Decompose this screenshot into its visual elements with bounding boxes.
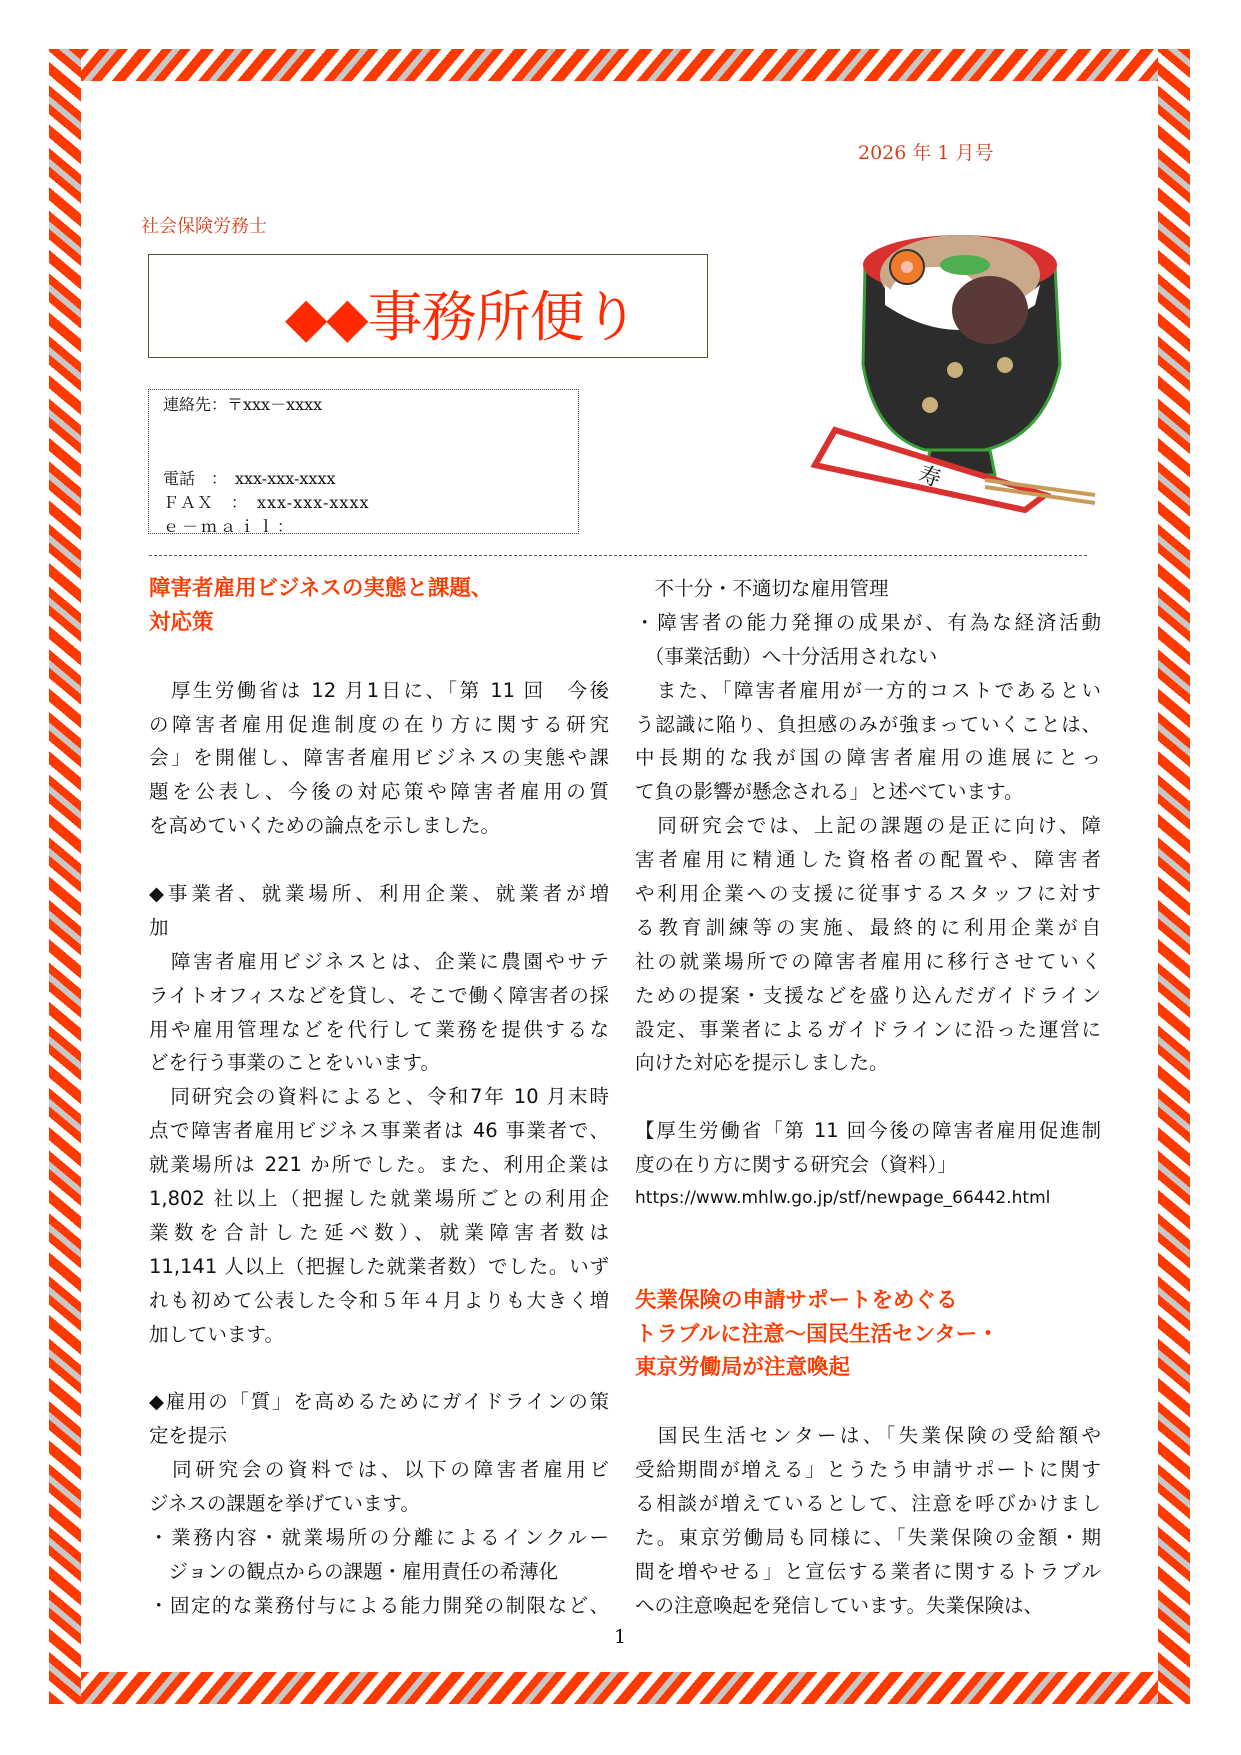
section-heading-line: トラブルに注意～国民生活センター・ <box>635 1321 999 1347</box>
page-number: 1 <box>614 1626 627 1648</box>
body-text-line: また、「障害者雇用が一方的コストであるとい <box>635 678 1101 702</box>
title-box <box>148 254 708 358</box>
body-text-line: 同研究会の資料では、以下の障害者雇用ビ <box>149 1458 609 1482</box>
decorative-border-left <box>49 49 81 1704</box>
body-text-line: や利用企業への支援に従事するスタッフに対す <box>635 882 1101 906</box>
body-text-line: 間を増やせる」と宣伝する業者に関するトラブル <box>635 1559 1101 1583</box>
body-text-line: 加 <box>149 915 169 939</box>
blank-line <box>635 1216 1101 1250</box>
body-text-line: ◆事業者、就業場所、利用企業、就業者が増 <box>149 882 609 906</box>
blank-line <box>149 1351 609 1385</box>
contact-fax: ＦＡＸ ： xxx-xxx-xxxx <box>163 493 370 512</box>
body-text-line: ライトオフィスなどを貸し、そこで働く障害者の採 <box>149 983 609 1007</box>
body-text-line: う認識に陥り、負担感のみが強まっていくことは、 <box>635 712 1101 736</box>
organization-label: 社会保険労務士 <box>141 216 267 237</box>
section-heading-line: 障害者雇用ビジネスの実態と課題、 <box>149 576 493 601</box>
body-text-line: 題を公表し、今後の対応策や障害者雇用の質 <box>149 780 609 804</box>
left-column <box>149 572 609 1623</box>
body-text-line: 同研究会の資料によると、令和7年 10 月末時 <box>149 1085 609 1109</box>
blank-line <box>149 843 609 877</box>
body-text-line: 定を提示 <box>149 1424 228 1448</box>
body-text-line: 国民生活センターは、「失業保険の受給額や <box>635 1424 1101 1448</box>
body-text-line: への注意喚起を発信しています。失業保険は、 <box>635 1593 1043 1617</box>
body-text-line: 障害者雇用ビジネスとは、企業に農園やサテ <box>149 949 609 973</box>
body-text-line: ・業務内容・就業場所の分離によるインクルー <box>149 1525 609 1549</box>
body-text-line: 社の就業場所での障害者雇用に移行させていく <box>635 949 1101 973</box>
decorative-border-top <box>49 49 1190 81</box>
issue-date: 2026 年 1 月号 <box>858 142 994 164</box>
body-text-line: （事業活動）へ十分活用されない <box>635 644 938 668</box>
body-text-line: 受給期間が増える」とうたう申請サポートに関す <box>635 1458 1101 1482</box>
body-text-line: 就業場所は 221 か所でした。また、利用企業は <box>149 1153 609 1177</box>
body-text-line: 加しています。 <box>149 1322 284 1346</box>
body-text-line: 厚生労働省は 12 月1日に、「第 11 回 今後 <box>149 678 609 702</box>
body-text-line: を高めていくための論点を示しました。 <box>149 814 501 838</box>
body-text-line: 業数を合計した延べ数）、就業障害者数は <box>149 1220 609 1244</box>
body-text-line: 害者雇用に精通した資格者の配置や、障害者 <box>635 848 1101 872</box>
blank-line <box>635 1385 1101 1419</box>
body-text-line: 11,141 人以上（把握した就業者数）でした。いず <box>149 1254 609 1278</box>
body-text-line: 設定、事業者によるガイドラインに沿った運営に <box>635 1017 1101 1041</box>
decorative-border-right <box>1158 49 1190 1704</box>
right-column <box>635 572 1101 1623</box>
body-text-line: る相談が増えているとして、注意を呼びかけまし <box>635 1492 1101 1516</box>
contact-phone: 電話 ： xxx-xxx-xxxx <box>163 469 336 488</box>
body-text-line: ・固定的な業務付与による能力開発の制限など、 <box>149 1593 609 1617</box>
blank-line <box>635 1080 1101 1114</box>
ozoni-bowl-illustration-icon <box>805 225 1105 515</box>
body-text-line: 中長期的な我が国の障害者雇用の進展にとっ <box>635 746 1101 770</box>
body-text-line: 度の在り方に関する研究会（資料）」 <box>635 1153 957 1177</box>
body-text-line: る教育訓練等の実施、最終的に利用企業が自 <box>635 915 1101 939</box>
body-text-line: 向けた対応を提示しました。 <box>635 1051 889 1075</box>
body-text-line: の障害者雇用促進制度の在り方に関する研究 <box>149 712 609 736</box>
blank-line <box>149 640 609 674</box>
blank-line <box>635 1250 1101 1284</box>
body-text-line: どを行う事業のことをいいます。 <box>149 1051 440 1075</box>
body-text-line: ジョンの観点からの課題・雇用責任の希薄化 <box>149 1559 559 1583</box>
body-text-line: 不十分・不適切な雇用管理 <box>635 577 889 600</box>
body-text-line: 用や雇用管理などを代行して業務を提供するな <box>149 1017 609 1041</box>
section-heading-line: 対応策 <box>149 609 214 635</box>
body-text-line: ◆雇用の「質」を高めるためにガイドラインの策 <box>149 1390 609 1414</box>
body-text-line: 点で障害者雇用ビジネス事業者は 46 事業者で、 <box>149 1119 609 1143</box>
body-text-line: た。東京労働局も同様に、「失業保険の金額・期 <box>635 1525 1101 1549</box>
section-heading-line: 失業保険の申請サポートをめぐる <box>635 1287 958 1313</box>
body-text-line: 1,802 社以上（把握した就業場所ごとの利用企 <box>149 1187 609 1211</box>
body-text-line: 同研究会では、上記の課題の是正に向け、障 <box>635 814 1101 838</box>
newsletter-title: ◆◆事務所便り <box>285 285 638 349</box>
body-text-line: ・障害者の能力発揮の成果が、有為な経済活動 <box>635 610 1101 634</box>
body-text-line: れも初めて公表した令和５年４月よりも大きく増 <box>149 1288 609 1312</box>
body-text-line: 会」を開催し、障害者雇用ビジネスの実態や課 <box>149 746 609 770</box>
section-divider <box>149 555 1087 556</box>
contact-address: 連絡先：〒xxx－xxxx <box>163 395 323 414</box>
body-text-line: ための提案・支援などを盛り込んだガイドライン <box>635 983 1101 1007</box>
body-text-line: 【厚生労働省「第 11 回今後の障害者雇用促進制 <box>635 1119 1101 1143</box>
contact-box <box>148 389 579 534</box>
body-text-line: ジネスの課題を挙げています。 <box>149 1492 420 1516</box>
wrapper-kotobuki-text: 寿 <box>915 461 944 493</box>
section-heading-line: 東京労働局が注意喚起 <box>635 1355 851 1381</box>
contact-email: ｅ－ｍａｉｌ： <box>163 517 297 536</box>
body-text-line: て負の影響が懸念される」と述べています。 <box>635 780 1024 804</box>
source-url[interactable]: https://www.mhlw.go.jp/stf/newpage_66442.html <box>635 1188 1051 1209</box>
decorative-border-bottom <box>49 1672 1190 1704</box>
